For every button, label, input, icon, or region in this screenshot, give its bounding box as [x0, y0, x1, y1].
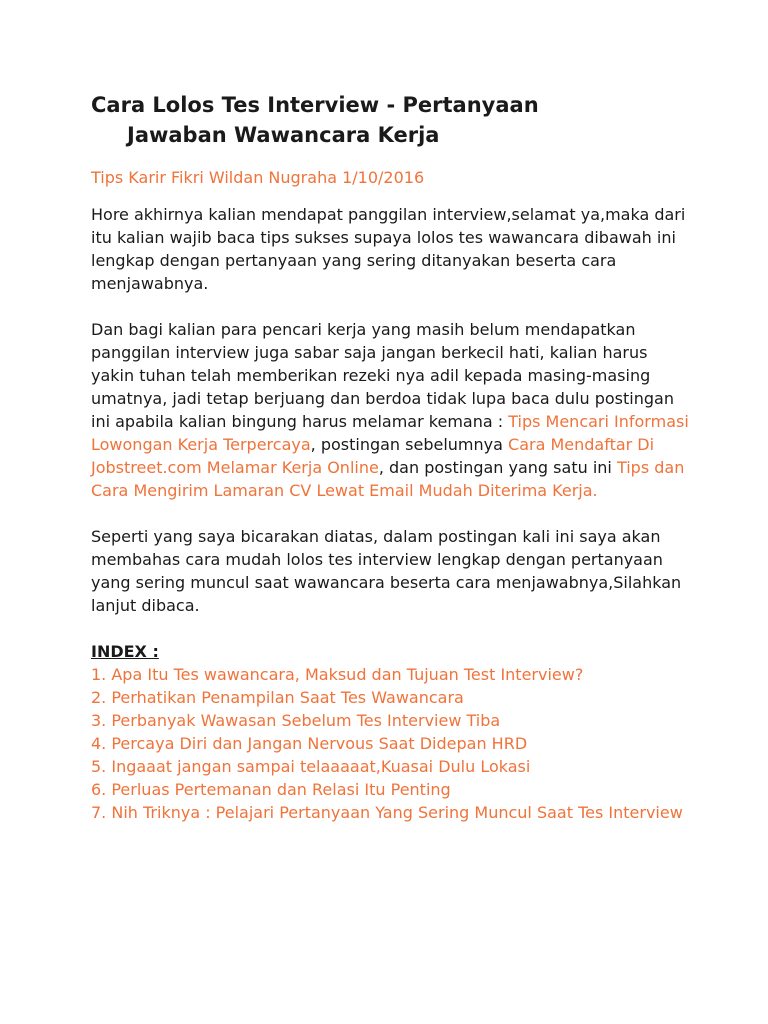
link-tips-mengirim-lamaran[interactable]: Tips dan Cara Mengirim Lamaran CV Lewat Email Mudah Diterima Kerja. — [91, 458, 685, 500]
encouragement-paragraph — [91, 318, 691, 502]
index-item[interactable]: 2. Perhatikan Penampilan Saat Tes Wawancara — [91, 688, 464, 707]
title-line-1: Cara Lolos Tes Interview - Pertanyaan — [91, 93, 539, 117]
post-meta: Tips Karir Fikri Wildan Nugraha 1/10/2016 — [91, 168, 425, 187]
index-item[interactable]: 6. Perluas Pertemanan dan Relasi Itu Penting — [91, 780, 451, 799]
title-line-2: Jawaban Wawancara Kerja — [127, 123, 440, 147]
index-item[interactable]: 1. Apa Itu Tes wawancara, Maksud dan Tujuan Test Interview? — [91, 665, 584, 684]
index-heading: INDEX : — [91, 642, 159, 661]
link-tips-mencari-informasi[interactable]: Tips Mencari Informasi Lowongan Kerja Terpercaya — [91, 412, 689, 454]
index-item[interactable]: 4. Percaya Diri dan Jangan Nervous Saat Didepan HRD — [91, 734, 528, 753]
document-page — [91, 90, 691, 824]
paragraph-text: Dan bagi kalian para pencari kerja yang masih belum mendapatkan panggilan interview juga sabar saja jangan berkecil hati, kalian harus yakin tuhan telah memberikan rezeki nya adil kepada masing-masing umatnya, jadi tetap berjuang dan berdoa tidak lupa baca dulu postingan ini apabila kalian bingung harus melamar kemana : — [91, 320, 674, 431]
intro-paragraph: Hore akhirnya kalian mendapat panggilan interview,selamat ya,maka dari itu kalian wajib baca tips sukses supaya lolos tes wawancara dibawah ini lengkap dengan pertanyaan yang sering ditanyakan beserta cara menjawabnya. — [91, 205, 686, 293]
index-list — [91, 663, 691, 824]
index-item[interactable]: 3. Perbanyak Wawasan Sebelum Tes Interview Tiba — [91, 711, 501, 730]
page-title — [91, 90, 691, 150]
paragraph-text: , postingan sebelumnya — [310, 435, 509, 454]
paragraph-text: , dan postingan yang satu ini — [378, 458, 617, 477]
link-cara-mendaftar-jobstreet[interactable]: Cara Mendaftar Di Jobstreet.com Melamar Kerja Online — [91, 435, 655, 477]
index-item[interactable]: 5. Ingaaat jangan sampai telaaaaat,Kuasai Dulu Lokasi — [91, 757, 531, 776]
overview-paragraph: Seperti yang saya bicarakan diatas, dalam postingan kali ini saya akan membahas cara mudah lolos tes interview lengkap dengan pertanyaan yang sering muncul saat wawancara beserta cara menjawabnya,Silahkan lanjut dibaca. — [91, 527, 682, 615]
index-item[interactable]: 7. Nih Triknya : Pelajari Pertanyaan Yang Sering Muncul Saat Tes Interview — [91, 803, 683, 822]
